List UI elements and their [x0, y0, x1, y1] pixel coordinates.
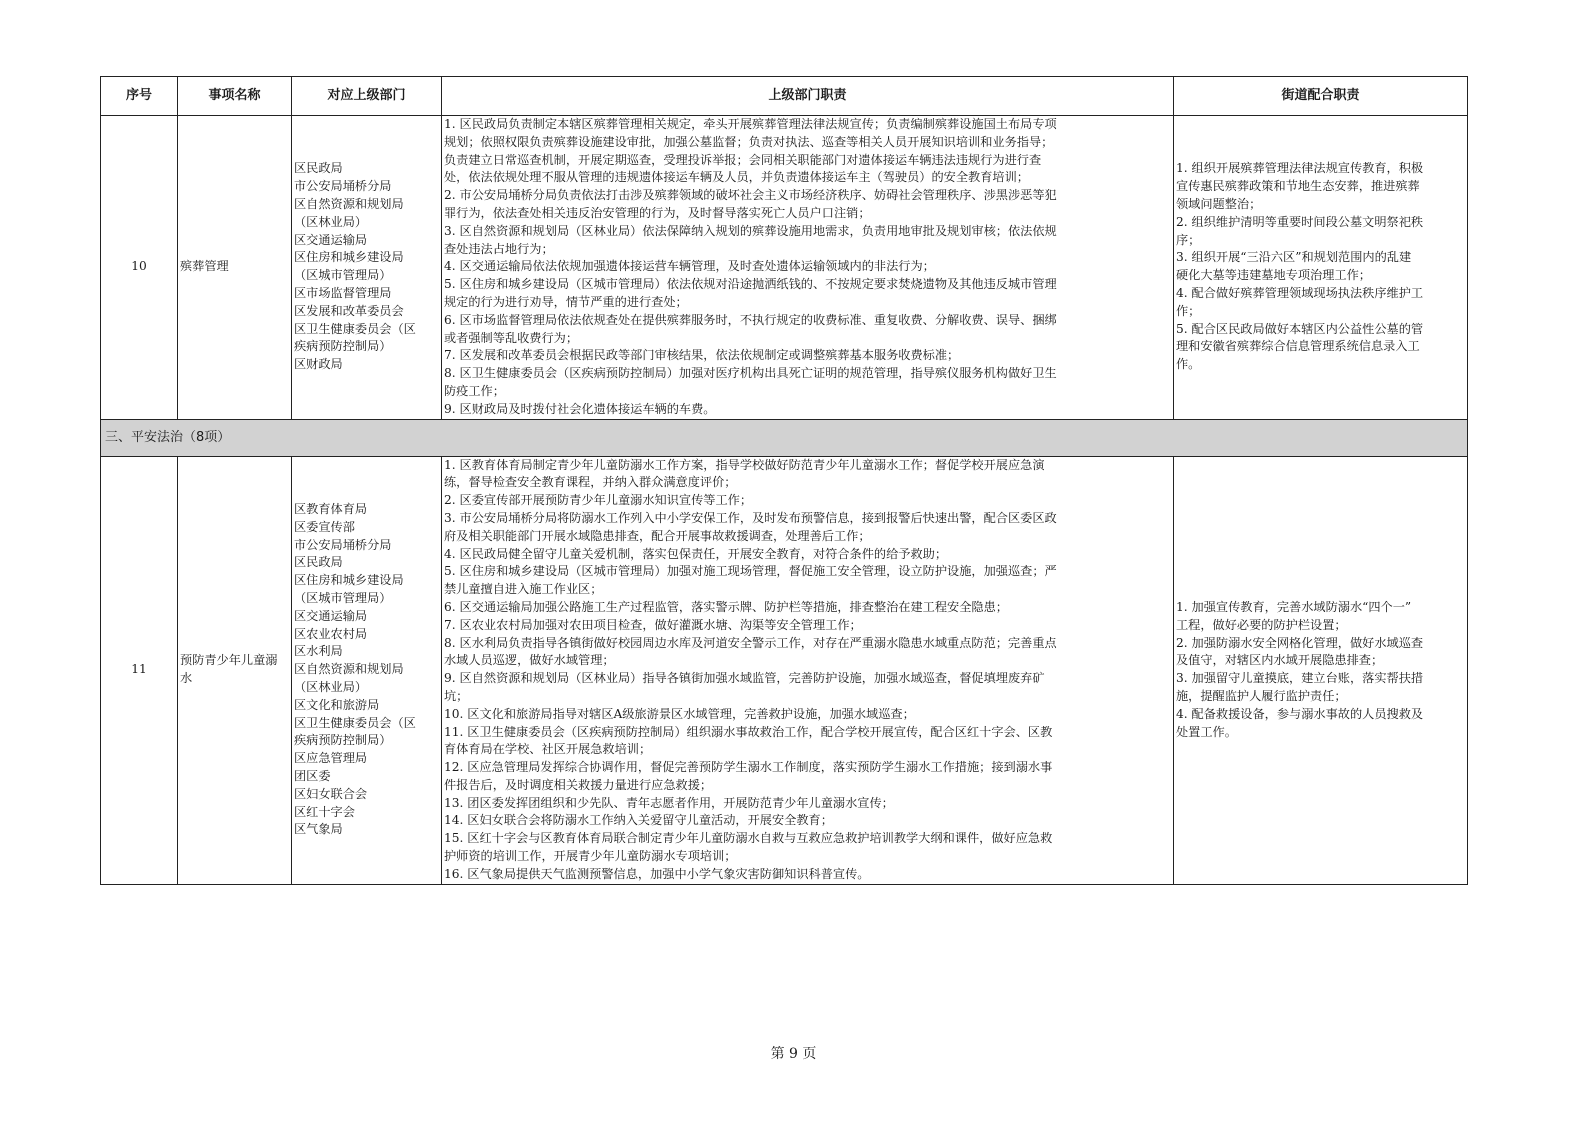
- department-line: 区卫生健康委员会（区: [294, 715, 416, 730]
- duty-line: 14. 区妇女联合会将防溺水工作纳入关爱留守儿童活动，开展安全教育；: [444, 813, 833, 828]
- duty-line: 6. 区市场监督管理局依法依规查处在提供殡葬服务时，不执行规定的收费标准、重复收费、分解收费、误导、捆绑: [444, 312, 1057, 327]
- duty-line: 处，依法依规处理不服从管理的违规遗体接运车辆及人员，并负责遗体接运车主（驾驶员）的安全教育培训；: [444, 170, 1029, 185]
- duty-line: 3. 区自然资源和规划局（区林业局）依法保障纳入规划的殡葬设施用地需求，负责用地审批及规划审核；依法依规: [444, 223, 1057, 238]
- street-duty-line: 及值守，对辖区内水域开展隐患排查；: [1176, 653, 1384, 668]
- duty-line: 1. 区民政局负责制定本辖区殡葬管理相关规定，牵头开展殡葬管理法律法规宣传；负责编制殡葬设施国土布局专项: [444, 117, 1057, 131]
- department-line: 区交通运输局: [294, 232, 368, 247]
- duty-line: 罪行为，依法查处相关违反治安管理的行为，及时督导落实死亡人员户口注销；: [444, 205, 871, 220]
- duty-line: 规定的行为进行劝导，情节严重的进行查处；: [444, 294, 688, 309]
- duty-line: 1. 区教育体育局制定青少年儿童防溺水工作方案，指导学校做好防范青少年儿童溺水工作；督促学校开展应急演: [444, 457, 1045, 472]
- department-line: 区民政局: [294, 161, 343, 176]
- duty-line: 15. 区红十字会与区教育体育局联合制定青少年儿童防溺水自救与互救应急救护培训教学大纲和课件，做好应急救: [444, 831, 1053, 846]
- department-line: 区自然资源和规划局: [294, 662, 404, 677]
- duty-line: 4. 区民政局健全留守儿童关爱机制，落实包保责任，开展安全教育，对符合条件的给予救助；: [444, 546, 948, 561]
- street-duty-line: 4. 配备救援设备，参与溺水事故的人员搜救及: [1176, 706, 1424, 721]
- duty-line: 查处违法占地行为；: [444, 241, 554, 256]
- department-line: 区教育体育局: [294, 502, 368, 517]
- duty-line: 负责建立日常巡查机制，开展定期巡查，受理投诉举报；会同相关职能部门对遗体接运车辆违法违规行为进行查: [444, 152, 1042, 167]
- duty-line: 4. 区交通运输局依法依规加强遗体接运营车辆管理，及时查处遗体运输领域内的非法行为；: [444, 259, 935, 274]
- duty-line: 7. 区农业农村局加强对农田项目检查，做好灌溉水塘、沟渠等安全管理工作；: [444, 617, 862, 632]
- department-line: 疾病预防控制局）: [294, 733, 392, 748]
- street-duty-line: 3. 加强留守儿童摸底，建立台账，落实帮扶措: [1176, 671, 1424, 686]
- street-duty-line: 理和安徽省殡葬综合信息管理系统信息录入工: [1176, 339, 1420, 354]
- duty-line: 护师资的培训工作，开展青少年儿童防溺水专项培训；: [444, 849, 737, 864]
- row-street-duties: [1174, 456, 1468, 884]
- table-row: [101, 116, 1468, 420]
- header-departments: 对应上级部门: [292, 77, 442, 116]
- department-line: 区交通运输局: [294, 608, 368, 623]
- department-line: （区城市管理局）: [294, 268, 392, 283]
- duty-line: 8. 区卫生健康委员会（区疾病预防控制局）加强对医疗机构出具死亡证明的规范管理，指导殡仪服务机构做好卫生: [444, 366, 1057, 381]
- header-street-duties: 街道配合职责: [1174, 77, 1468, 116]
- duty-line: 7. 区发展和改革委员会根据民政等部门审核结果，依法依规制定或调整殡葬基本服务收费标准；: [444, 348, 960, 363]
- item-name-text: 预防青少年儿童溺水: [180, 653, 278, 686]
- department-line: 区住房和城乡建设局: [294, 573, 404, 588]
- duty-line: 防疫工作；: [444, 383, 505, 398]
- duty-line: 府及相关职能部门开展水域隐患排查，配合开展事故救援调查，处理善后工作；: [444, 528, 871, 543]
- row-seq: 11: [101, 456, 178, 884]
- department-line: 市公安局埇桥分局: [294, 179, 392, 194]
- department-line: 区发展和改革委员会: [294, 303, 404, 318]
- street-duty-line: 序；: [1176, 232, 1201, 247]
- duty-line: 坑；: [444, 688, 469, 703]
- street-duty-line: 2. 加强防溺水安全网格化管理，做好水域巡查: [1176, 635, 1424, 650]
- duty-line: 8. 区水利局负责指导各镇街做好校园周边水库及河道安全警示工作，对存在严重溺水隐患水域重点防范；完善重点: [444, 635, 1057, 650]
- duty-line: 10. 区文化和旅游局指导对辖区A级旅游景区水域管理，完善救护设施，加强水域巡查；: [444, 706, 915, 721]
- street-duty-line: 作；: [1176, 303, 1201, 318]
- department-line: 区市场监督管理局: [294, 286, 392, 301]
- section-row: [101, 419, 1468, 456]
- row-duties: [442, 456, 1174, 884]
- table-row: [101, 456, 1468, 884]
- duty-line: 水域人员巡逻，做好水域管理；: [444, 653, 615, 668]
- department-line: 区自然资源和规划局: [294, 197, 404, 212]
- department-line: 区农业农村局: [294, 626, 368, 641]
- street-duty-line: 2. 组织维护清明等重要时间段公墓文明祭祀秩: [1176, 214, 1424, 229]
- duty-line: 5. 区住房和城乡建设局（区城市管理局）依法依规对沿途抛洒纸钱的、不按规定要求焚烧遗物及其他违反城市管理: [444, 277, 1057, 292]
- duty-line: 13. 团区委发挥团组织和少先队、青年志愿者作用，开展防范青少年儿童溺水宣传；: [444, 795, 894, 810]
- street-duty-line: 处置工作。: [1176, 724, 1237, 739]
- duty-line: 件报告后，及时调度相关救援力量进行应急救援；: [444, 777, 713, 792]
- street-duty-line: 3. 组织开展“三沿六区”和规划范围内的乱建: [1176, 250, 1412, 265]
- street-duty-line: 宣传惠民殡葬政策和节地生态安葬，推进殡葬: [1176, 179, 1420, 194]
- section-title: 三、平安法治（8项）: [101, 419, 1468, 456]
- duty-line: 规划；依照权限负责殡葬设施建设审批，加强公墓监督；负责对执法、巡查等相关人员开展知识培训和业务指导；: [444, 134, 1054, 149]
- department-line: 区文化和旅游局: [294, 697, 380, 712]
- department-line: （区林业局）: [294, 214, 368, 229]
- row-street-duties: [1174, 116, 1468, 420]
- duty-line: 3. 市公安局埇桥分局将防溺水工作列入中小学安保工作，及时发布预警信息，接到报警后快速出警，配合区委区政: [444, 510, 1057, 525]
- row-duties: [442, 116, 1174, 420]
- department-line: 区财政局: [294, 357, 343, 372]
- row-seq: 10: [101, 116, 178, 420]
- duty-line: 9. 区财政局及时拨付社会化遗体接运车辆的车费。: [444, 401, 716, 416]
- department-line: （区林业局）: [294, 680, 368, 694]
- page-number: 第 9 页: [770, 1046, 817, 1062]
- responsibility-table: [100, 76, 1468, 885]
- header-duties: 上级部门职责: [442, 77, 1174, 116]
- street-duty-line: 1. 组织开展殡葬管理法律法规宣传教育，积极: [1176, 161, 1424, 176]
- department-line: 区妇女联合会: [294, 786, 368, 801]
- duty-line: 16. 区气象局提供天气监测预警信息，加强中小学气象灾害防御知识科普宣传。: [444, 866, 870, 881]
- duty-line: 11. 区卫生健康委员会（区疾病预防控制局）组织溺水事故救治工作，配合学校开展宣传，配合区红十字会、区教: [444, 724, 1053, 739]
- duty-line: 2. 区委宣传部开展预防青少年儿童溺水知识宣传等工作；: [444, 493, 753, 508]
- department-line: 区水利局: [294, 644, 343, 659]
- duty-line: 9. 区自然资源和规划局（区林业局）指导各镇街加强水域监管，完善防护设施，加强水域巡查，督促填埋废弃矿: [444, 671, 1045, 686]
- department-line: 市公安局埇桥分局: [294, 537, 392, 552]
- department-line: 区红十字会: [294, 804, 355, 819]
- street-duty-line: 5. 配合区民政局做好本辖区内公益性公墓的管: [1176, 321, 1424, 336]
- department-line: 疾病预防控制局）: [294, 339, 392, 354]
- duty-line: 12. 区应急管理局发挥综合协调作用，督促完善预防学生溺水工作制度，落实预防学生溺水工作措施；接到溺水事: [444, 760, 1053, 775]
- table-header-row: [101, 77, 1468, 116]
- department-line: 区委宣传部: [294, 519, 355, 534]
- duty-line: 育体育局在学校、社区开展急救培训；: [444, 742, 652, 757]
- row-departments: [292, 116, 442, 420]
- row-departments: [292, 456, 442, 884]
- department-line: （区城市管理局）: [294, 591, 392, 606]
- department-line: 区气象局: [294, 822, 343, 837]
- department-line: 区卫生健康委员会（区: [294, 321, 416, 336]
- header-item-name: 事项名称: [178, 77, 292, 116]
- duty-line: 5. 区住房和城乡建设局（区城市管理局）加强对施工现场管理，督促施工安全管理，设立防护设施，加强巡查；严: [444, 564, 1057, 579]
- street-duty-line: 领域问题整治；: [1176, 197, 1262, 212]
- street-duty-line: 硬化大墓等违建墓地专项治理工作；: [1176, 268, 1371, 283]
- duty-line: 6. 区交通运输局加强公路施工生产过程监管，落实警示牌、防护栏等措施，排查整治在建工程安全隐患；: [444, 599, 1008, 614]
- street-duty-line: 施，提醒监护人履行监护责任；: [1176, 688, 1347, 703]
- street-duty-line: 1. 加强宣传教育，完善水域防溺水“四个一”: [1176, 599, 1412, 614]
- street-duty-line: 工程，做好必要的防护栏设置；: [1176, 617, 1347, 632]
- duty-line: 或者强制等乱收费行为；: [444, 330, 579, 345]
- department-line: 区应急管理局: [294, 751, 368, 766]
- header-seq: 序号: [101, 77, 178, 116]
- street-duty-line: 作。: [1176, 357, 1201, 372]
- department-line: 团区委: [294, 768, 331, 783]
- street-duty-line: 4. 配合做好殡葬管理领域现场执法秩序维护工: [1176, 286, 1424, 301]
- row-item-name: 殡葬管理: [178, 116, 292, 420]
- duty-line: 禁儿童擅自进入施工作业区；: [444, 582, 603, 597]
- department-line: 区民政局: [294, 555, 343, 570]
- duty-line: 2. 市公安局埇桥分局负责依法打击涉及殡葬领域的破坏社会主义市场经济秩序、妨碍社会管理秩序、涉黑涉恶等犯: [444, 188, 1057, 203]
- row-item-name: [178, 456, 292, 884]
- duty-line: 练，督导检查安全教育课程，并纳入群众满意度评价；: [444, 475, 737, 490]
- department-line: 区住房和城乡建设局: [294, 250, 404, 265]
